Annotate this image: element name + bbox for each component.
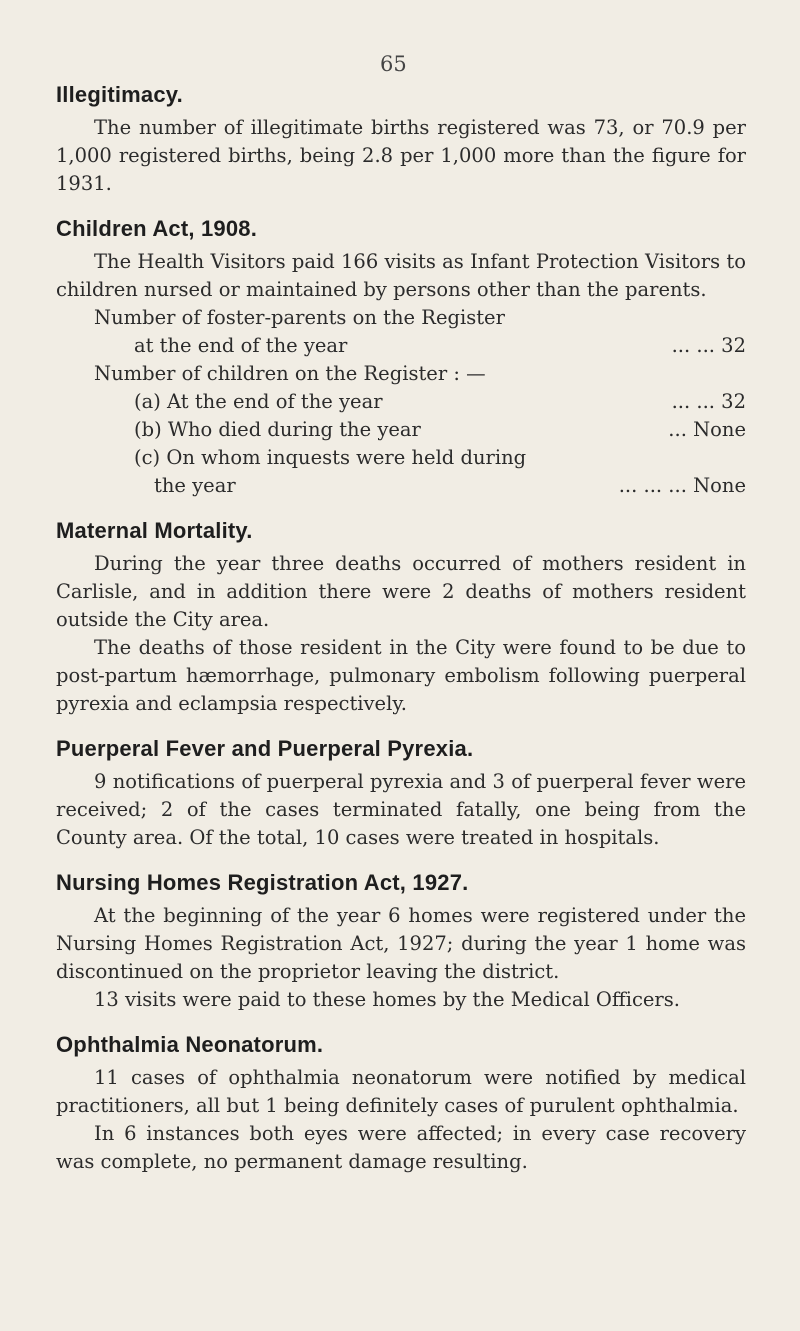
item-a-row — [56, 388, 746, 416]
section-nursing-homes — [56, 870, 746, 1014]
heading-maternal-mortality: Maternal Mortality. — [56, 518, 253, 543]
item-c-row-2 — [56, 472, 746, 500]
section-ophthalmia — [56, 1032, 746, 1176]
item-b-label: (b) Who died during the year — [134, 418, 421, 441]
paragraph: At the beginning of the year 6 homes were registered under the Nursing Homes Registration Act, 1927; during the year 1 home was discontinued on the proprietor leaving the district. — [56, 904, 746, 983]
item-a-value: ... ... 32 — [671, 390, 746, 413]
children-intro: Number of children on the Register : — — [94, 362, 486, 385]
foster-parents-label-1: Number of foster-parents on the Register — [94, 306, 505, 329]
page-number: 65 — [380, 52, 407, 76]
item-c-row — [56, 444, 746, 472]
children-intro-row — [56, 360, 746, 388]
item-b-value: ... None — [668, 418, 746, 441]
item-c-label-1: (c) On whom inquests were held during — [134, 446, 527, 469]
section-puerperal — [56, 736, 746, 852]
item-c-label-2: the year — [154, 474, 236, 497]
foster-parents-value: ... ... 32 — [671, 334, 746, 357]
item-c-value: ... ... ... None — [618, 474, 746, 497]
heading-puerperal: Puerperal Fever and Puerperal Pyrexia. — [56, 736, 474, 761]
section-children-act — [56, 216, 746, 500]
foster-parents-row — [56, 304, 746, 332]
heading-nursing-homes: Nursing Homes Registration Act, 1927. — [56, 870, 469, 895]
paragraph: 13 visits were paid to these homes by the Medical Officers. — [94, 988, 680, 1011]
foster-parents-label-2: at the end of the year — [134, 334, 348, 357]
heading-ophthalmia: Ophthalmia Neonatorum. — [56, 1032, 324, 1057]
document-body — [56, 82, 746, 1194]
section-maternal-mortality — [56, 518, 746, 718]
heading-children-act: Children Act, 1908. — [56, 216, 258, 241]
paragraph: During the year three deaths occurred of mothers resident in Carlisle, and in addition there were 2 deaths of mothers resident outside the City area. — [56, 552, 746, 631]
item-b-row — [56, 416, 746, 444]
section-illegitimacy — [56, 82, 746, 198]
paragraph: 9 notifications of puerperal pyrexia and 3 of puerperal fever were received; 2 of the cases terminated fatally, one being from the County area. Of the total, 10 cases were treated in hospitals. — [56, 770, 746, 849]
foster-parents-row-2 — [56, 332, 746, 360]
heading-illegitimacy: Illegitimacy. — [56, 82, 183, 107]
paragraph: The deaths of those resident in the City were found to be due to post-partum hæmorrhage, pulmonary embolism following puerperal pyrexia and eclampsia respectively. — [56, 636, 746, 715]
paragraph: The number of illegitimate births registered was 73, or 70.9 per 1,000 registered births, being 2.8 per 1,000 more than the figure for 1931. — [56, 116, 746, 195]
item-a-label: (a) At the end of the year — [134, 390, 383, 413]
paragraph: The Health Visitors paid 166 visits as Infant Protection Visitors to children nursed or maintained by persons other than the parents. — [56, 250, 746, 301]
paragraph: 11 cases of ophthalmia neonatorum were notified by medical practitioners, all but 1 being definitely cases of purulent ophthalmia. — [56, 1066, 746, 1117]
paragraph: In 6 instances both eyes were affected; in every case recovery was complete, no permanent damage resulting. — [56, 1122, 746, 1173]
